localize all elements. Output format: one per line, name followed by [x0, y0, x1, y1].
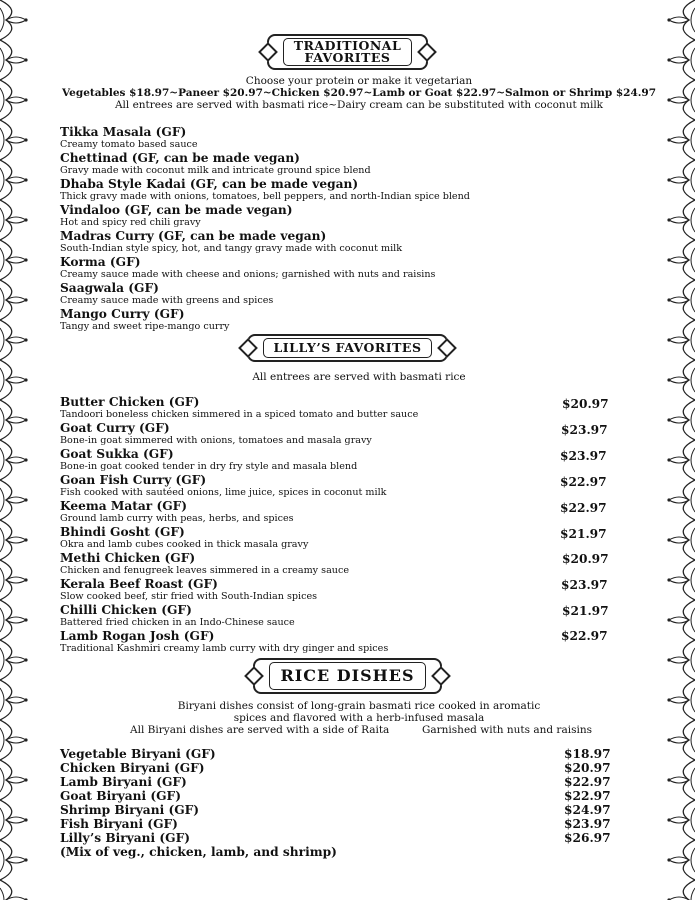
menu-item-description: Traditional Kashmiri creamy lamb curry with dry ginger and spices: [60, 643, 389, 654]
menu-item-name: Goan Fish Curry (GF): [60, 473, 207, 487]
menu-item-description: Hot and spicy red chili gravy: [60, 217, 201, 228]
menu-item-description: Gravy made with coconut milk and intricate ground spice blend: [60, 165, 371, 176]
menu-item-name: Methi Chicken (GF): [60, 551, 196, 565]
rice-item-price: $22.97: [564, 775, 611, 789]
menu-item-name: Kerala Beef Roast (GF): [60, 577, 218, 591]
menu-item-description: Fish cooked with sautéed onions, lime juice, spices in coconut milk: [60, 487, 387, 498]
raita-note: All Biryani dishes are served with a side of Raita: [130, 724, 390, 736]
menu-item-description: Ground lamb curry with peas, herbs, and spices: [60, 513, 294, 524]
menu-item-name: Madras Curry (GF, can be made vegan): [60, 229, 327, 243]
menu-item-price: $22.97: [560, 475, 607, 489]
rice-item-name: Lilly’s Biryani (GF): [60, 831, 190, 845]
menu-item-name: Tikka Masala (GF): [60, 125, 187, 139]
menu-item-description: Bone-in goat cooked tender in dry fry style and masala blend: [60, 461, 358, 472]
menu-item-price: $20.97: [562, 397, 609, 411]
menu-item-description: Tandoori boneless chicken simmered in a spiced tomato and butter sauce: [60, 409, 419, 420]
menu-item-description: Chicken and fenugreek leaves simmered in a creamy sauce: [60, 565, 350, 576]
menu-item-price: $21.97: [562, 604, 609, 618]
rice-item-name: Fish Biryani (GF): [60, 817, 178, 831]
menu-item-description: Creamy tomato based sauce: [60, 139, 198, 150]
menu-item-description: Thick gravy made with onions, tomatoes, bell peppers, and north-Indian spice blend: [60, 191, 470, 202]
rice-item-price: $26.97: [564, 831, 611, 845]
traditional-note: All entrees are served with basmati rice~Dairy cream can be substituted with coconut milk: [114, 99, 604, 111]
rice-description-line-3: [0, 724, 695, 736]
menu-item-name: Vindaloo (GF, can be made vegan): [60, 203, 293, 217]
heading-line-2: FAVORITES: [304, 50, 391, 65]
menu-item-name: Saagwala (GF): [60, 281, 159, 295]
heading-text: RICE DISHES: [269, 662, 425, 690]
menu-item-name: Dhaba Style Kadai (GF, can be made vegan): [60, 177, 359, 191]
heading-line-1: TRADITIONAL: [293, 38, 402, 53]
lillys-favorites-heading: [0, 334, 695, 362]
menu-item-name: Keema Matar (GF): [60, 499, 188, 513]
menu-item-price: $20.97: [562, 552, 609, 566]
menu-item-price: $23.97: [561, 423, 608, 437]
rice-item-name: Vegetable Biryani (GF): [60, 747, 216, 761]
rice-item-price: $18.97: [564, 747, 611, 761]
menu-item-name: Korma (GF): [60, 255, 141, 269]
menu-item-name: Chettinad (GF, can be made vegan): [60, 151, 300, 165]
traditional-favorites-heading: [0, 34, 695, 70]
rice-item-name: Chicken Biryani (GF): [60, 761, 205, 775]
menu-item-description: Creamy sauce made with greens and spices: [60, 295, 274, 306]
menu-item-description: Slow cooked beef, stir fried with South-Indian spices: [60, 591, 318, 602]
rice-item-price: $24.97: [564, 803, 611, 817]
rice-dishes-heading: [0, 658, 695, 694]
traditional-intro: Choose your protein or make it vegetarian: [245, 75, 473, 87]
menu-item-name: Goat Curry (GF): [60, 421, 170, 435]
menu-item-price: $23.97: [560, 449, 607, 463]
traditional-protein-prices: Vegetables $18.97~Paneer $20.97~Chicken $20.97~Lamb or Goat $22.97~Salmon or Shrimp $24.97: [61, 87, 657, 99]
heading-text: LILLY’S FAVORITES: [263, 338, 433, 358]
menu-item-name: Bhindi Gosht (GF): [60, 525, 185, 539]
right-decorative-border: [663, 0, 695, 900]
menu-item-name: Goat Sukka (GF): [60, 447, 174, 461]
rice-description-line-2: spices and flavored with a herb-infused masala: [233, 712, 485, 724]
menu-item-price: $21.97: [560, 527, 607, 541]
menu-item-name: Mango Curry (GF): [60, 307, 185, 321]
menu-item-description: Battered fried chicken in an Indo-Chinese sauce: [60, 617, 295, 628]
rice-item-price: $23.97: [564, 817, 611, 831]
rice-item-name: Shrimp Biryani (GF): [60, 803, 200, 817]
menu-item-description: South-Indian style spicy, hot, and tangy gravy made with coconut milk: [60, 243, 403, 254]
left-decorative-border: [0, 0, 32, 900]
menu-item-price: $22.97: [561, 629, 608, 643]
menu-item-name: Butter Chicken (GF): [60, 395, 200, 409]
rice-item-name: Lamb Biryani (GF): [60, 775, 187, 789]
rice-item-footnote: (Mix of veg., chicken, lamb, and shrimp): [60, 845, 337, 859]
rice-item-name: Goat Biryani (GF): [60, 789, 181, 803]
menu-item-description: Okra and lamb cubes cooked in thick masala gravy: [60, 539, 309, 550]
menu-item-name: Chilli Chicken (GF): [60, 603, 192, 617]
lilly-note: All entrees are served with basmati rice: [252, 371, 466, 383]
rice-item-price: $22.97: [564, 789, 611, 803]
menu-item-price: $23.97: [561, 578, 608, 592]
garnish-note: Garnished with nuts and raisins: [422, 724, 592, 736]
menu-item-description: Creamy sauce made with cheese and onions; garnished with nuts and raisins: [60, 269, 436, 280]
rice-item-price: $20.97: [564, 761, 611, 775]
menu-item-name: Lamb Rogan Josh (GF): [60, 629, 215, 643]
menu-item-description: Tangy and sweet ripe-mango curry: [60, 321, 230, 332]
menu-item-price: $22.97: [560, 501, 607, 515]
rice-description-line-1: Biryani dishes consist of long-grain basmati rice cooked in aromatic: [177, 700, 541, 712]
menu-item-description: Bone-in goat simmered with onions, tomatoes and masala gravy: [60, 435, 372, 446]
